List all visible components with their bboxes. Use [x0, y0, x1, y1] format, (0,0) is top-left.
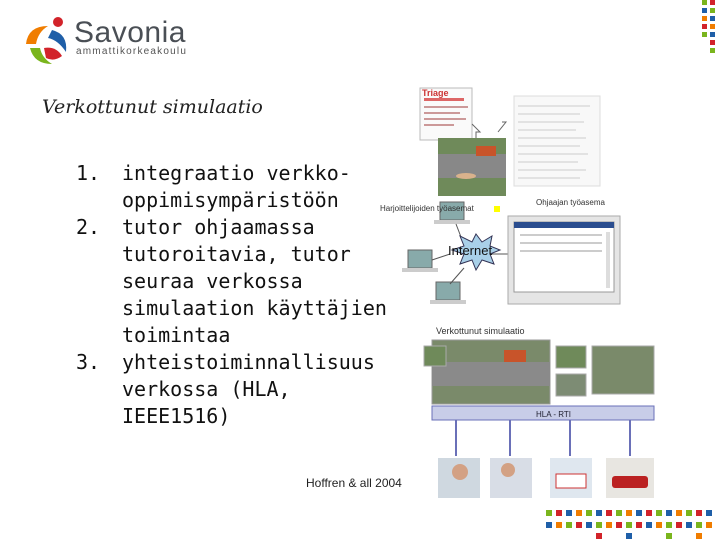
list-item — [76, 214, 406, 349]
hla-rti-label: HLA - RTI — [536, 410, 571, 419]
network-simulation-diagram — [380, 84, 676, 504]
list-number: 1. — [76, 161, 101, 185]
decorative-squares-bottom — [546, 506, 720, 540]
ambulance-photo-image — [550, 458, 592, 498]
triage-label: Triage — [422, 88, 449, 98]
list-text: integraatio verkko-oppimisympäristöön — [122, 161, 351, 212]
participant-photo-image — [438, 458, 480, 498]
citation: Hoffren & all 2004 — [306, 476, 402, 490]
diagram-subtitle: Verkottunut simulaatio — [436, 326, 525, 336]
instructor-workstation-label: Ohjaajan työasema — [536, 198, 605, 207]
student-workstations-label: Harjoittelijoiden työasemat — [380, 204, 474, 213]
student-workstation-icon — [430, 282, 466, 304]
savonia-logo-icon — [22, 14, 72, 66]
participant-photo-image — [490, 458, 532, 498]
decorative-squares-top — [698, 0, 720, 66]
instructor-workstation-image — [508, 216, 620, 304]
list-number: 2. — [76, 215, 101, 239]
data-table-image — [514, 96, 600, 186]
numbered-point-list — [76, 160, 406, 430]
list-text: tutor ohjaamassa tutoroitavia, tutor seuraa verkossa simulaation käyttäjien toimintaa — [122, 215, 387, 347]
logo-subtitle: ammattikorkeakoulu — [76, 46, 188, 57]
student-workstation-icon — [402, 250, 438, 272]
accident-scene-image — [438, 138, 506, 196]
list-text: yhteistoiminnallisuus verkossa (HLA, IEEE1516) — [122, 350, 375, 428]
internet-label: Internet — [448, 243, 493, 258]
logo-name: Savonia — [74, 16, 186, 49]
car-photo-image — [606, 458, 654, 498]
list-item — [76, 160, 406, 214]
slide-title: Verkottunut simulaatio — [42, 96, 263, 118]
simulation-screen-image — [432, 340, 550, 404]
list-item — [76, 349, 406, 430]
list-number: 3. — [76, 350, 101, 374]
